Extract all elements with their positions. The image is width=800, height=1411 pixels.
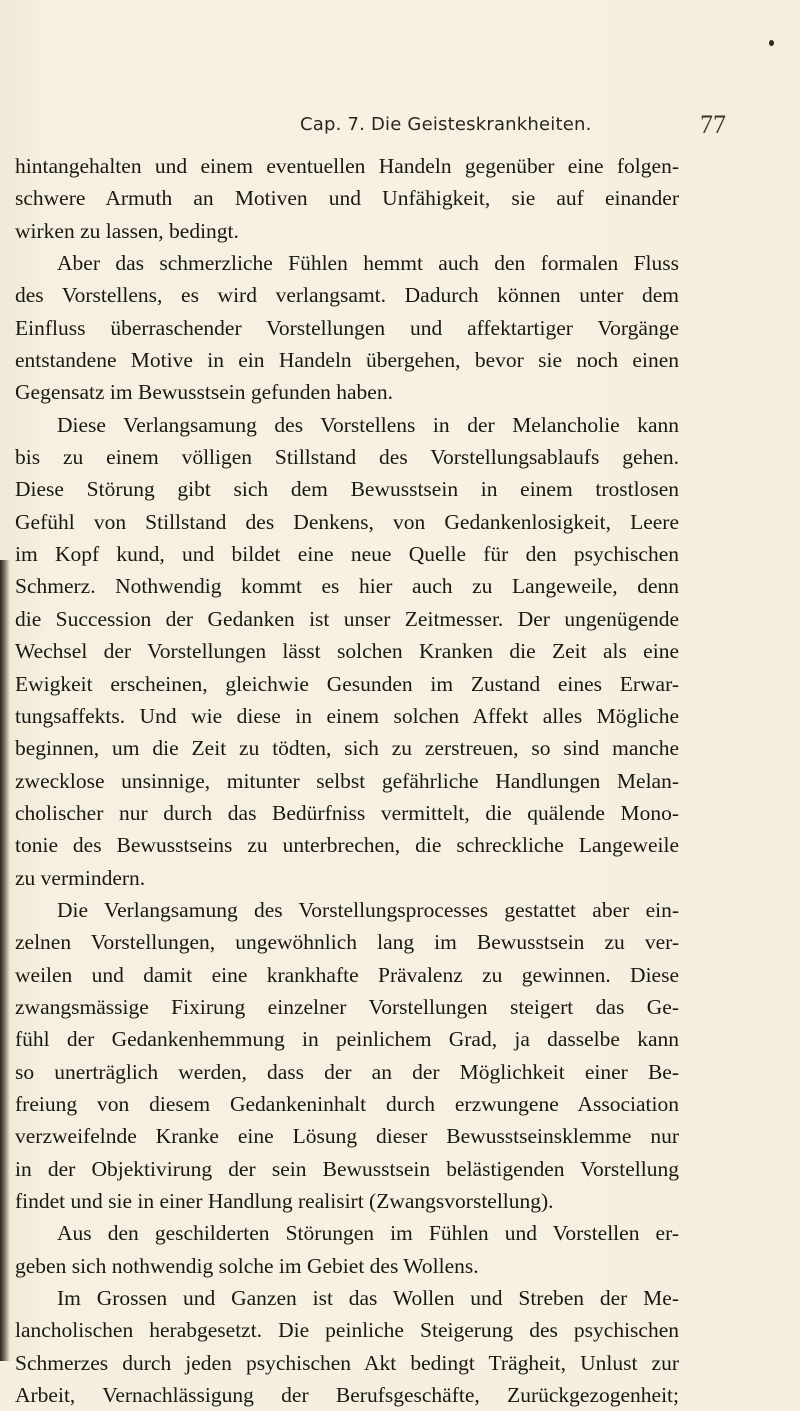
text-line: geben sich nothwendig solche im Gebiet des Wollens.	[15, 1253, 479, 1278]
print-speck	[769, 40, 774, 46]
text-line: so unerträglich werden, dass der an der Möglichkeit einer Be-	[15, 1059, 679, 1084]
text-line: zwangsmässige Fixirung einzelner Vorstellungen steigert das Ge-	[15, 994, 679, 1019]
text-line: verzweifelnde Kranke eine Lösung dieser Bewusstseinsklemme nur	[15, 1124, 679, 1149]
page-number: 77	[700, 110, 726, 139]
text-line: schwere Armuth an Motiven und Unfähigkeit, sie auf einander	[15, 186, 679, 211]
text-line: zelnen Vorstellungen, ungewöhnlich lang im Bewusstsein zu ver-	[15, 930, 679, 955]
text-line: des Vorstellens, es wird verlangsamt. Dadurch können unter dem	[15, 283, 679, 308]
body-text	[15, 150, 679, 1411]
text-line: Schmerzes durch jeden psychischen Akt bedingt Trägheit, Unlust zur	[15, 1350, 679, 1375]
running-head	[0, 110, 800, 139]
text-line: findet und sie in einer Handlung realisirt (Zwangsvorstellung).	[15, 1189, 554, 1213]
running-title: Cap. 7. Die Geisteskrankheiten.	[300, 114, 592, 135]
text-line: Im Grossen und Ganzen ist das Wollen und Streben der Me-	[57, 1286, 679, 1311]
text-line: tungsaffekts. Und wie diese in einem solchen Affekt alles Mögliche	[15, 703, 679, 728]
text-line: entstandene Motive in ein Handeln übergehen, bevor sie noch einen	[15, 348, 679, 373]
text-line: Aus den geschilderten Störungen im Fühlen und Vorstellen er-	[57, 1221, 679, 1246]
text-line: lancholischen herabgesetzt. Die peinliche Steigerung des psychischen	[15, 1318, 679, 1343]
text-line: die Succession der Gedanken ist unser Zeitmesser. Der ungenügende	[15, 606, 679, 631]
text-line: bis zu einem völligen Stillstand des Vorstellungsablaufs gehen.	[15, 445, 679, 470]
text-line: Diese Verlangsamung des Vorstellens in der Melancholie kann	[57, 412, 679, 437]
text-line: Ewigkeit erscheinen, gleichwie Gesunden im Zustand eines Erwar-	[15, 671, 679, 696]
text-line: Diese Störung gibt sich dem Bewusstsein in einem trostlosen	[15, 477, 679, 502]
text-line: wirken zu lassen, bedingt.	[15, 218, 239, 243]
text-line: beginnen, um die Zeit zu tödten, sich zu zerstreuen, so sind manche	[15, 736, 679, 761]
text-line: freiung von diesem Gedankeninhalt durch erzwungene Association	[15, 1091, 679, 1116]
text-line: Gefühl von Stillstand des Denkens, von Gedankenlosigkeit, Leere	[15, 509, 679, 534]
text-line: Aber das schmerzliche Fühlen hemmt auch den formalen Fluss	[57, 251, 679, 276]
text-line: Schmerz. Nothwendig kommt es hier auch zu Langeweile, denn	[15, 574, 679, 599]
text-line: Die Verlangsamung des Vorstellungsprocesses gestattet aber ein-	[57, 897, 679, 922]
text-line: Gegensatz im Bewusstsein gefunden haben.	[15, 380, 393, 405]
text-line: hintangehalten und einem eventuellen Handeln gegenüber eine folgen-	[15, 154, 679, 178]
text-line: tonie des Bewusstseins zu unterbrechen, die schreckliche Langeweile	[15, 833, 679, 858]
text-line: zu vermindern.	[15, 865, 146, 890]
text-line: in der Objektivirung der sein Bewusstsein belästigenden Vorstellung	[15, 1156, 679, 1181]
text-line: weilen und damit eine krankhafte Prävalenz zu gewinnen. Diese	[15, 962, 679, 987]
binding-shadow	[0, 560, 10, 1361]
text-line: Arbeit, Vernachlässigung der Berufsgeschäfte, Zurückgezogenheit;	[15, 1383, 679, 1408]
text-line: Einfluss überraschender Vorstellungen und affektartiger Vorgänge	[15, 315, 679, 340]
text-line: Wechsel der Vorstellungen lässt solchen Kranken die Zeit als eine	[15, 639, 679, 664]
text-line: fühl der Gedankenhemmung in peinlichem Grad, ja dasselbe kann	[15, 1027, 679, 1052]
text-line: cholischer nur durch das Bedürfniss vermittelt, die quälende Mono-	[15, 800, 679, 825]
text-line: zwecklose unsinnige, mitunter selbst gefährliche Handlungen Melan-	[15, 768, 679, 793]
text-line: im Kopf kund, und bildet eine neue Quelle für den psychischen	[15, 542, 679, 567]
